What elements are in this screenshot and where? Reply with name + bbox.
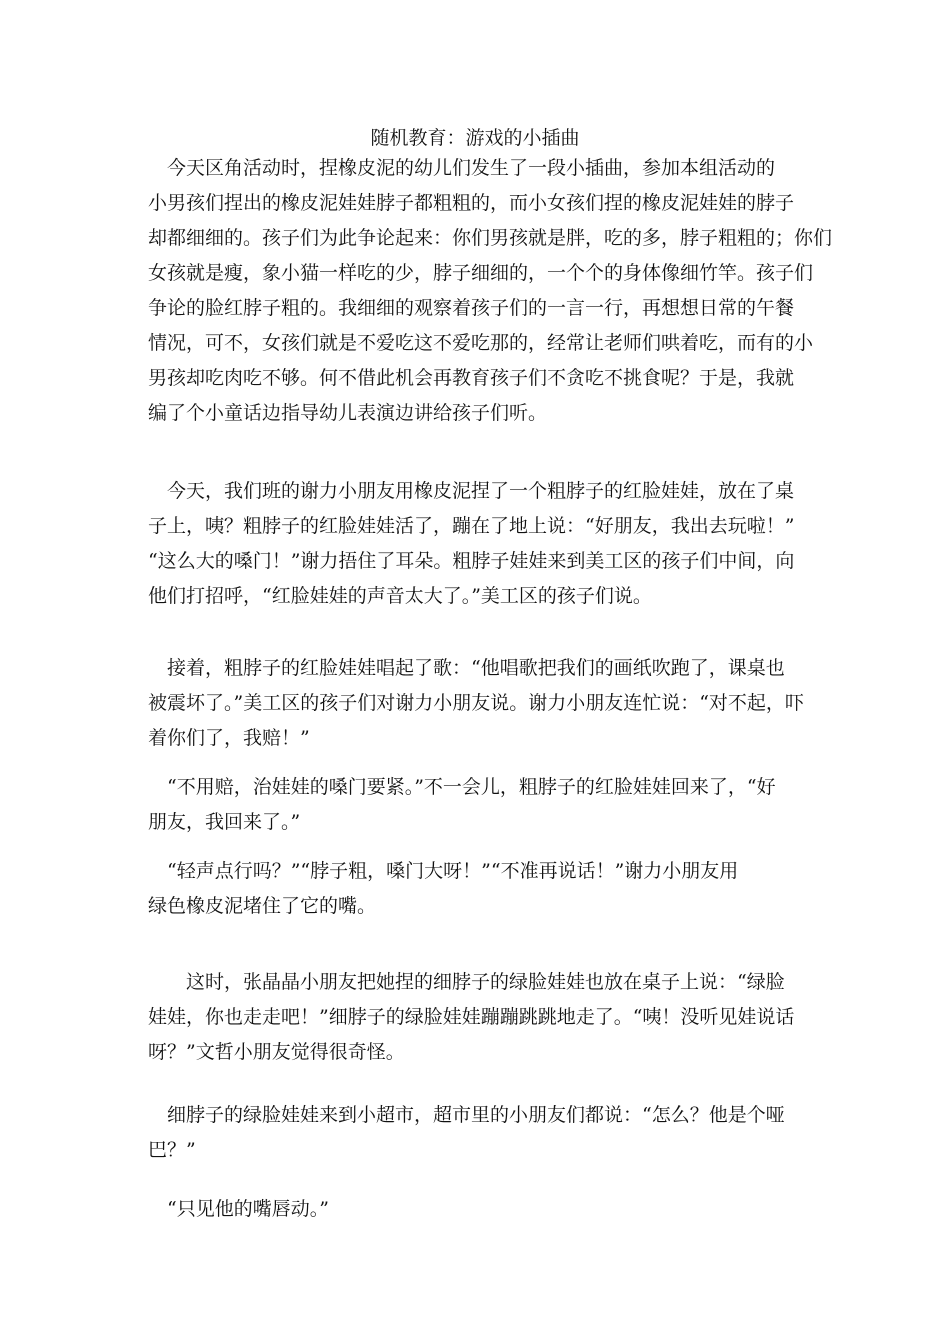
paragraph-line: “不用赔，治娃娃的嗓门要紧。”不一会儿，粗脖子的红脸娃娃回来了，“好 xyxy=(148,776,776,798)
paragraph-line: 绿色橡皮泥堵住了它的嘴。 xyxy=(148,895,377,917)
paragraph-line: “轻声点行吗？”“脖子粗，嗓门大呀！”“不准再说话！”谢力小朋友用 xyxy=(148,860,739,882)
paragraph-6 xyxy=(148,965,808,1070)
paragraph-line: 娃娃，你也走走吧！”细脖子的绿脸娃娃蹦蹦跳跳地走了。“咦！没听见娃说话 xyxy=(148,1006,795,1028)
paragraph-line: 小男孩们捏出的橡皮泥娃娃脖子都粗粗的，而小女孩们捏的橡皮泥娃娃的脖子 xyxy=(148,192,795,214)
paragraph-line: 他们打招呼，“红脸娃娃的声音太大了。”美工区的孩子们说。 xyxy=(148,585,652,607)
paragraph-line: “只见他的嘴唇动。” xyxy=(148,1198,329,1220)
paragraph-8 xyxy=(148,1192,808,1227)
paragraph-line: 这时，张晶晶小朋友把她捏的细脖子的绿脸娃娃也放在桌子上说：“绿脸 xyxy=(148,971,785,993)
paragraph-line: 被震坏了。”美工区的孩子们对谢力小朋友说。谢力小朋友连忙说：“对不起，吓 xyxy=(148,692,804,714)
paragraph-line: 今天区角活动时，捏橡皮泥的幼儿们发生了一段小插曲，参加本组活动的 xyxy=(148,157,776,179)
paragraph-line: 呀？”文哲小朋友觉得很奇怪。 xyxy=(148,1041,405,1063)
paragraph-line: 接着，粗脖子的红脸娃娃唱起了歌：“他唱歌把我们的画纸吹跑了，课桌也 xyxy=(148,657,785,679)
paragraph-line: 今天，我们班的谢力小朋友用橡皮泥捏了一个粗脖子的红脸娃娃，放在了桌 xyxy=(148,480,795,502)
paragraph-line: 子上，咦？粗脖子的红脸娃娃活了，蹦在了地上说：“好朋友，我出去玩啦！” xyxy=(148,515,795,537)
paragraph-line: 朋友，我回来了。” xyxy=(148,811,301,833)
paragraph-line: 争论的脸红脖子粗的。我细细的观察着孩子们的一言一行，再想想日常的午餐 xyxy=(148,297,795,319)
paragraph-1 xyxy=(148,151,833,431)
paragraph-2 xyxy=(148,474,808,614)
paragraph-3 xyxy=(148,651,808,756)
paragraph-7 xyxy=(148,1098,808,1168)
paragraph-line: 巴？” xyxy=(148,1139,196,1161)
paragraph-line: 细脖子的绿脸娃娃来到小超市，超市里的小朋友们都说：“怎么？他是个哑 xyxy=(148,1104,785,1126)
paragraph-line: 着你们了，我赔！” xyxy=(148,727,310,749)
paragraph-line: 编了个小童话边指导幼儿表演边讲给孩子们听。 xyxy=(148,402,548,424)
document-title: 随机教育：游戏的小插曲 xyxy=(370,127,580,149)
paragraph-4 xyxy=(148,770,808,840)
paragraph-line: 女孩就是瘦，象小猫一样吃的少，脖子细细的，一个个的身体像细竹竿。孩子们 xyxy=(148,262,814,284)
paragraph-line: 男孩却吃肉吃不够。何不借此机会再教育孩子们不贪吃不挑食呢？于是，我就 xyxy=(148,367,795,389)
paragraph-line: 却都细细的。孩子们为此争论起来：你们男孩就是胖，吃的多，脖子粗粗的；你们 xyxy=(148,227,833,249)
paragraph-line: 情况，可不，女孩们就是不爱吃这不爱吃那的，经常让老师们哄着吃，而有的小 xyxy=(148,332,814,354)
paragraph-5 xyxy=(148,854,808,924)
paragraph-line: “这么大的嗓门！”谢力捂住了耳朵。粗脖子娃娃来到美工区的孩子们中间，向 xyxy=(148,550,795,572)
